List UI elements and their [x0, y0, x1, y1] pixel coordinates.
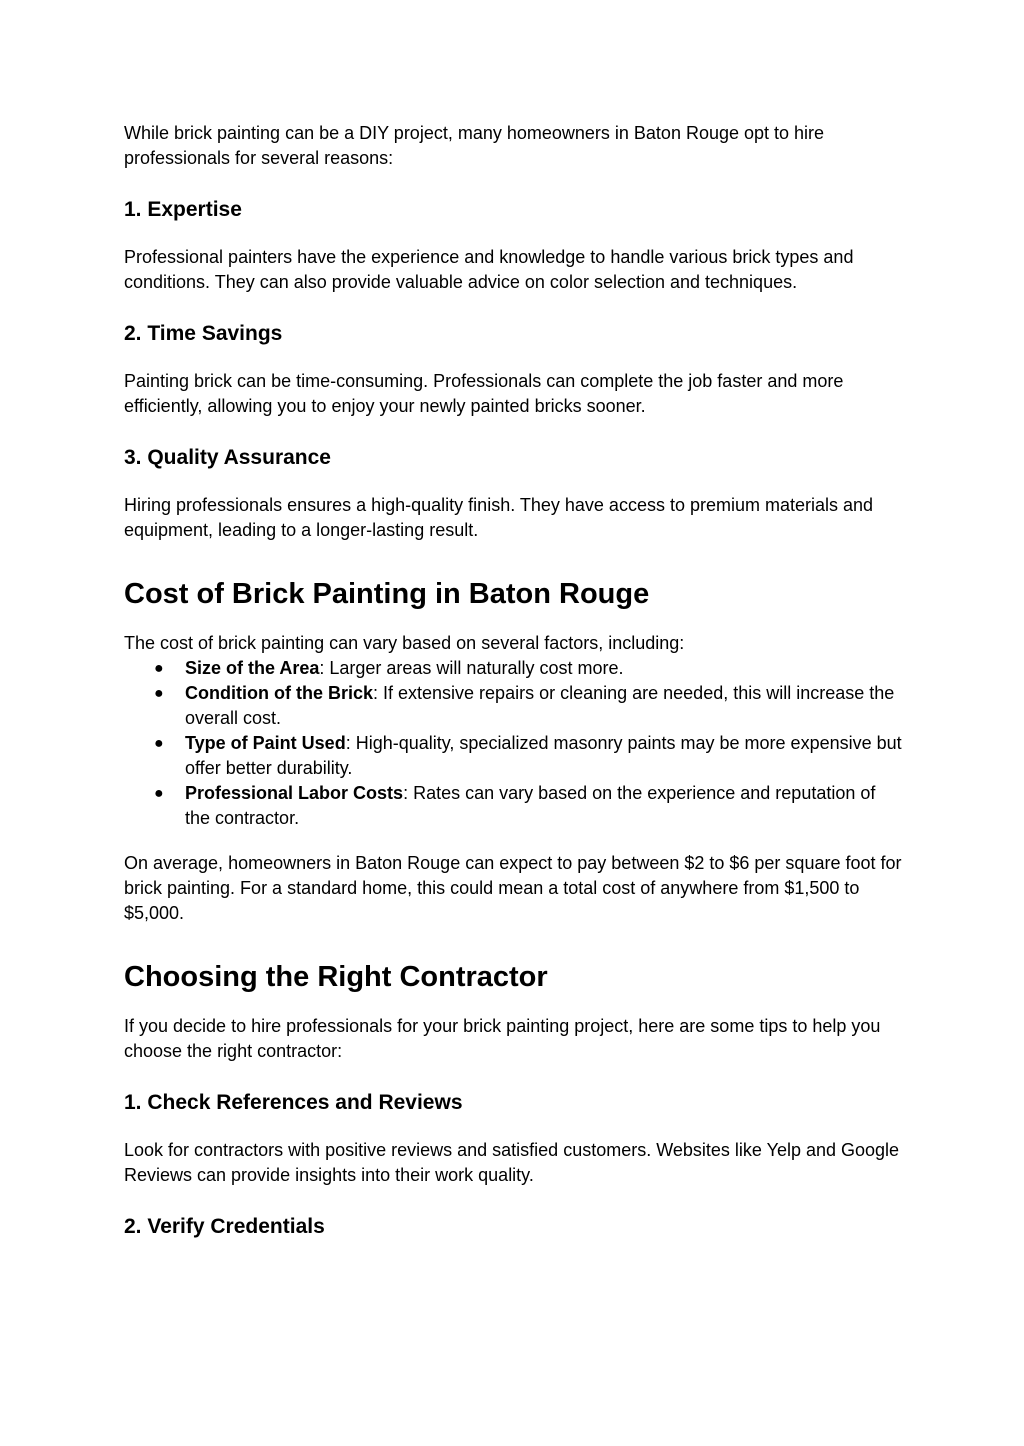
tip-heading-credentials: 2. Verify Credentials — [124, 1215, 325, 1238]
tip-text-references: Look for contractors with positive reviews and satisfied customers. Websites like Yelp and Google Reviews can provide insights into their work quality. — [124, 1140, 900, 1185]
factor-desc: : Rates can vary based on the experience and reputation of the contractor. — [185, 783, 876, 828]
bullet-icon: ● — [154, 685, 164, 702]
list-item — [124, 681, 904, 731]
bullet-icon: ● — [154, 735, 164, 752]
list-item — [124, 731, 904, 781]
reason-text-time-savings: Painting brick can be time-consuming. Professionals can complete the job faster and more efficiently, allowing you to enjoy your newly painted bricks sooner. — [124, 371, 844, 416]
cost-average-paragraph: On average, homeowners in Baton Rouge can expect to pay between $2 to $6 per square foot for brick painting. For a standard home, this could mean a total cost of anywhere from $1,500 to $5,000. — [124, 853, 902, 923]
tip-heading-references: 1. Check References and Reviews — [124, 1091, 463, 1114]
contractor-section-heading: Choosing the Right Contractor — [124, 961, 548, 993]
bullet-icon: ● — [154, 785, 164, 802]
cost-section-heading: Cost of Brick Painting in Baton Rouge — [124, 578, 650, 610]
list-item — [124, 656, 904, 681]
contractor-intro-paragraph: If you decide to hire professionals for your brick painting project, here are some tips to help you choose the right contractor: — [124, 1016, 881, 1061]
factor-term: Professional Labor Costs — [185, 783, 404, 803]
document-page — [124, 121, 904, 1240]
factor-desc: : Larger areas will naturally cost more. — [319, 658, 624, 678]
list-item — [124, 781, 904, 831]
reason-text-expertise: Professional painters have the experience and knowledge to handle various brick types and conditions. They can also provide valuable advice on color selection and techniques. — [124, 247, 854, 292]
reason-heading-time-savings: 2. Time Savings — [124, 322, 283, 345]
reason-heading-quality-assurance: 3. Quality Assurance — [124, 446, 331, 469]
factor-term: Condition of the Brick — [185, 683, 373, 703]
cost-intro-paragraph: The cost of brick painting can vary based on several factors, including: — [124, 633, 685, 653]
factor-term: Type of Paint Used — [185, 733, 346, 753]
factor-desc: : If extensive repairs or cleaning are needed, this will increase the overall cost. — [185, 683, 895, 728]
reason-heading-expertise: 1. Expertise — [124, 198, 242, 221]
factor-desc: : High-quality, specialized masonry paints may be more expensive but offer better durability. — [185, 733, 902, 778]
bullet-icon: ● — [154, 660, 164, 677]
factor-term: Size of the Area — [185, 658, 320, 678]
intro-paragraph: While brick painting can be a DIY project, many homeowners in Baton Rouge opt to hire professionals for several reasons: — [124, 123, 825, 168]
reason-text-quality-assurance: Hiring professionals ensures a high-quality finish. They have access to premium materials and equipment, leading to a longer-lasting result. — [124, 495, 874, 540]
cost-factors-list — [124, 656, 904, 831]
